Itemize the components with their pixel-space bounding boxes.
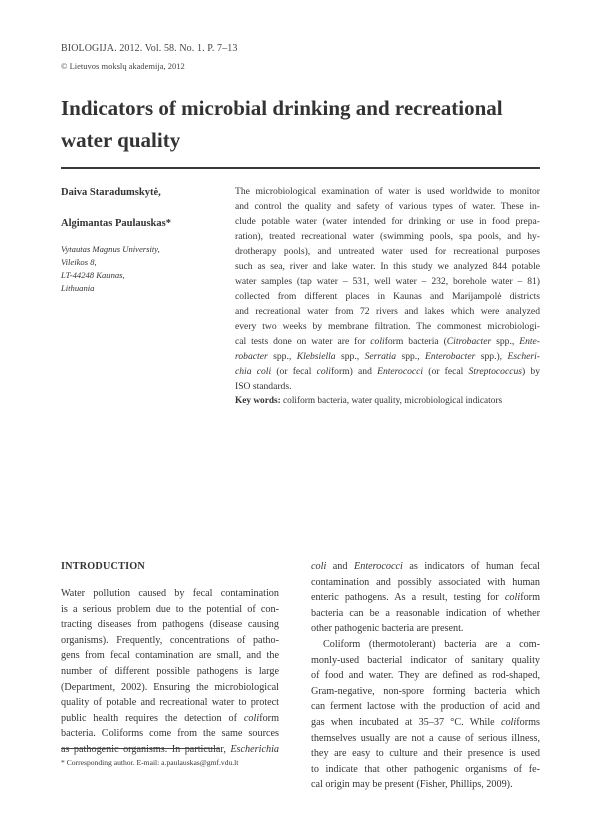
body-line: public health requires the detection of coliform [61,712,279,724]
journal-citation: BIOLOGIJA. 2012. Vol. 58. No. 1. P. 7–13 [61,43,238,54]
abstract-line: clude potable water (water intended for drinking or use in food prepa- [235,216,540,227]
affiliation-line: Vileikos 8, [61,257,97,267]
body-line: they are easy to culture and their presence is used [311,748,540,760]
abstract-line: The microbiological examination of water is used worldwide to monitor [235,186,540,197]
abstract-line: drotherapy pools), and untreated water used for recreational purposes [235,246,540,257]
body-line: contamination and possibly associated with human [311,576,540,588]
article-title-line-1: Indicators of microbial drinking and recreational [61,96,503,120]
abstract-line: chia coli (or fecal coliform) and Enterococci (or fecal Streptococcus) by [235,366,540,377]
body-line: Gram-negative, non-spore forming bacteria which [311,685,540,697]
abstract [235,184,540,394]
keywords [235,396,540,406]
abstract-line: collected from different places in Kaunas and Marijampolė districts [235,291,540,302]
body-line: quality of potable and recreational water to protect [61,697,279,709]
body-line: can ferment lactose with the production of acid and [311,701,540,713]
body-line: bacteria. Coliforms come from the same sources [61,728,279,740]
title-divider [61,167,540,169]
body-line: monly-used bacterial indicator of sanitary quality [311,654,540,666]
abstract-line: cal tests done on water are for coliform bacteria (Citrobacter spp., Ente- [235,336,540,347]
affiliation-line: Vytautas Magnus University, [61,244,160,254]
body-line: Coliform (thermotolerant) bacteria are a com- [323,638,540,650]
keywords-label: Key words: [235,396,281,406]
body-line: number of different possible pathogens is large [61,665,279,677]
abstract-line: and recreational water from 72 rivers and lakes which were analyzed [235,306,540,317]
body-line: organisms). Frequently, concentrations of patho- [61,634,279,646]
body-line: cal origin may be present (Fisher, Phillips, 2009). [311,779,513,791]
abstract-line: water samples (tap water – 531, well water – 232, borehole water – 81) [235,276,540,287]
body-line: gas when incubated at 35–37 °C. While coliforms [311,716,540,728]
abstract-line: such as sea, river and lake water. In this study we analyzed 844 potable [235,261,540,272]
body-line: tracting diseases from pathogens (disease causing [61,619,279,631]
body-line: to indicate that other pathogenic organisms of fe- [311,763,540,775]
corresponding-author-footnote: * Corresponding author. E-mail: a.paulauskas@gmf.vdu.lt [61,758,239,767]
body-line: other pathogenic bacteria are present. [311,623,464,635]
copyright-notice: © Lietuvos mokslų akademija, 2012 [61,61,185,71]
body-line: of food and water. They are defined as rod-shaped, [311,670,540,682]
body-line: bacteria can be a reasonable indication of whether [311,607,540,619]
abstract-line: ration), treated recreational water (swimming pools, spa pools, and hy- [235,231,540,242]
body-line: coli and Enterococci as indicators of human fecal [311,561,540,572]
abstract-line: and control the quality and safety of various types of water. These in- [235,201,540,212]
author-name: Algimantas Paulauskas* [61,218,171,229]
footnote-divider [61,748,220,749]
author-name: Daiva Staradumskytė, [61,187,161,198]
introduction-left-column [61,586,279,758]
introduction-right-column [311,559,540,793]
body-line: themselves usually are not a cause of serious illness, [311,732,540,744]
affiliation-line: LT-44248 Kaunas, [61,270,125,280]
body-line: as pathogenic organisms. In particular, Escherichia [61,743,279,755]
body-line: is a serious problem due to the potential of con- [61,603,279,615]
abstract-line: every two weeks by membrane filtration. The commonest microbiologi- [235,321,540,332]
section-heading-introduction: INTRODUCTION [61,561,145,572]
keywords-text: coliform bacteria, water quality, microbiological indicators [283,396,503,406]
body-line: enteric pathogens. As a result, testing for coliform [311,592,540,604]
abstract-line: robacter spp., Klebsiella spp., Serratia spp., Enterobacter spp.), Escheri- [235,351,541,362]
article-title-line-2: water quality [61,128,181,152]
author-affiliation [61,243,160,295]
body-line: Water pollution caused by fecal contamination [61,588,279,599]
article-title [61,92,541,156]
body-line: gens from fecal contamination are small, and the [61,650,279,662]
abstract-line: ISO standards. [235,381,292,392]
affiliation-line: Lithuania [61,283,95,293]
body-line: (Department, 2002). Ensuring the microbiological [61,681,279,693]
